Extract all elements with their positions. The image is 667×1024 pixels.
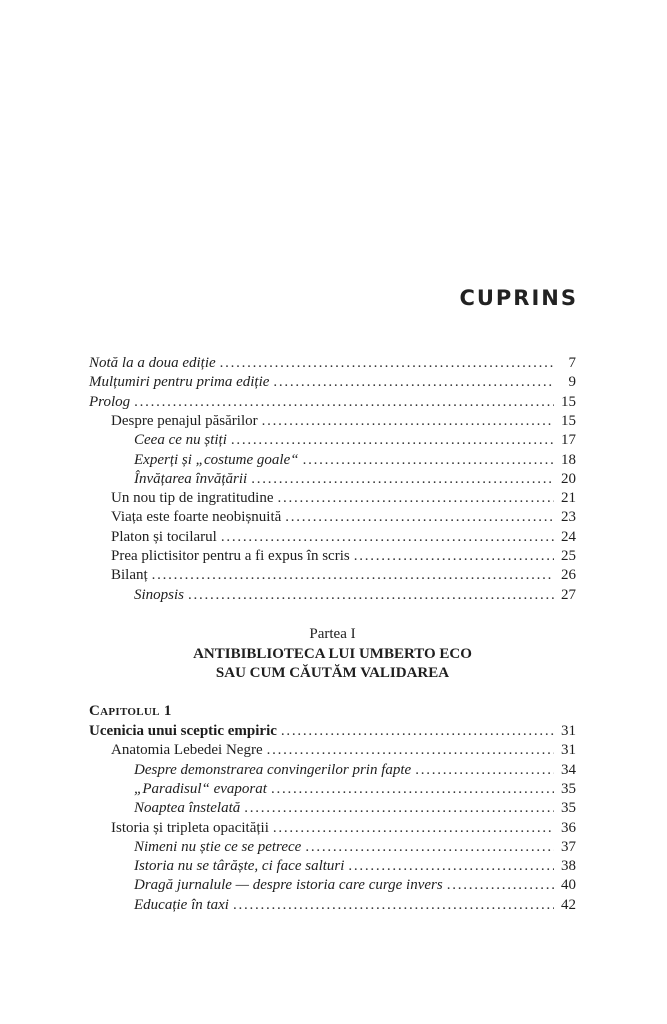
toc-entry[interactable]	[111, 528, 576, 547]
dot-leader	[152, 566, 554, 585]
part-title-line1: ANTIBIBLIOTECA LUI UMBERTO ECO	[193, 646, 472, 662]
chapter-label: Capitolul 1	[89, 703, 172, 719]
toc-entry-title: Ucenicia unui sceptic empiric	[89, 723, 277, 739]
toc-entry[interactable]	[134, 761, 576, 780]
dot-leader	[273, 373, 554, 392]
toc-entry[interactable]	[134, 451, 576, 470]
toc-entry-page: 17	[561, 432, 576, 449]
toc-entry-title: Experți și „costume goale“	[134, 451, 299, 468]
toc-entry-page: 34	[561, 761, 576, 778]
toc-entry-title: Prea plictisitor pentru a fi expus în scris	[111, 548, 350, 564]
toc-entry-title: Despre penajul păsărilor	[111, 412, 258, 429]
toc-entry-page: 36	[561, 819, 576, 836]
dot-leader	[251, 470, 554, 489]
dot-leader	[277, 489, 554, 508]
toc-entry-page: 24	[561, 528, 576, 545]
toc-entry[interactable]	[89, 373, 576, 392]
toc-entry[interactable]	[134, 780, 576, 799]
toc-entry-title: Platon și tocilarul	[111, 528, 217, 545]
toc-entry[interactable]	[134, 896, 576, 915]
toc-entry-page: 42	[561, 896, 576, 913]
toc-entry-page: 20	[561, 470, 576, 487]
toc-entry[interactable]	[134, 470, 576, 489]
toc-entry-title: Un nou tip de ingratitudine	[111, 490, 274, 507]
part-title-line2: SAU CUM CĂUTĂM VALIDAREA	[215, 665, 450, 681]
dot-leader	[221, 528, 554, 547]
dot-leader	[303, 451, 554, 470]
toc-entry[interactable]	[134, 431, 576, 450]
toc-entry-page: 35	[561, 780, 576, 797]
toc-entry-title: Educație în taxi	[134, 896, 229, 913]
toc-entry[interactable]	[111, 819, 576, 838]
toc-entry-page: 31	[561, 723, 576, 739]
toc-entry-page: 23	[561, 509, 576, 526]
toc-entry[interactable]	[134, 586, 576, 605]
dot-leader	[273, 819, 554, 838]
toc-entry[interactable]	[134, 799, 576, 818]
dot-leader	[305, 838, 554, 857]
toc-entry-title: „Paradisul“ evaporat	[134, 780, 267, 797]
toc-entry-page: 9	[568, 374, 576, 391]
toc-entry-page: 25	[561, 548, 576, 564]
toc-entry[interactable]	[111, 566, 576, 585]
dot-leader	[267, 741, 554, 760]
toc-entry-title: Bilanț	[111, 567, 148, 584]
toc-entry[interactable]	[89, 354, 576, 373]
toc-entry-title: Învățarea învățării	[134, 470, 248, 487]
dot-leader	[134, 393, 554, 412]
toc-entry-page: 35	[561, 800, 576, 817]
toc-entry-title: Notă la a doua ediție	[89, 355, 216, 371]
dot-leader	[285, 508, 554, 527]
toc-entry-title: Istoria nu se târăște, ci face salturi	[134, 858, 345, 875]
toc-entry-page: 27	[561, 586, 576, 603]
toc-entry-page: 40	[561, 877, 576, 894]
toc-entry-title: Nimeni nu știe ce se petrece	[134, 838, 302, 855]
toc-entry-title: Mulțumiri pentru prima ediție	[89, 374, 270, 391]
toc-entry[interactable]	[111, 508, 576, 527]
toc-entry[interactable]	[134, 838, 576, 857]
toc-entry-title: Prolog	[89, 393, 131, 410]
toc-entry-page: 37	[561, 838, 576, 855]
dot-leader	[281, 722, 554, 741]
dot-leader	[262, 412, 554, 431]
toc-entry-title: Istoria și tripleta opacității	[111, 819, 269, 836]
dot-leader	[348, 857, 554, 876]
toc-entry-title: Noaptea înstelată	[134, 800, 241, 817]
toc-entry-title: Anatomia Lebedei Negre	[111, 742, 263, 759]
toc-entry-title: Dragă jurnalule — despre istoria care curge invers	[134, 877, 443, 894]
toc-entry[interactable]	[89, 393, 576, 412]
dot-leader	[415, 761, 554, 780]
dot-leader	[271, 780, 554, 799]
toc-entry[interactable]	[134, 857, 576, 876]
toc-entry-page: 7	[568, 355, 576, 371]
dot-leader	[233, 896, 554, 915]
toc-entry-page: 15	[561, 412, 576, 429]
dot-leader	[188, 586, 554, 605]
dot-leader	[354, 547, 554, 566]
toc-entry-page: 26	[561, 567, 576, 584]
toc-entry[interactable]	[89, 722, 576, 741]
toc-entry[interactable]	[134, 876, 576, 895]
toc-entry-page: 21	[561, 490, 576, 507]
toc-entry-title: Sinopsis	[134, 586, 185, 603]
dot-leader	[244, 799, 554, 818]
toc-entry[interactable]	[111, 412, 576, 431]
part-label: Partea I	[309, 626, 356, 642]
toc-entry[interactable]	[111, 489, 576, 508]
dot-leader	[231, 431, 554, 450]
dot-leader	[220, 354, 554, 373]
dot-leader	[447, 876, 554, 895]
toc-entry[interactable]	[111, 547, 576, 566]
toc-entry-page: 38	[561, 858, 576, 875]
toc-entry-title: Ceea ce nu știți	[134, 432, 227, 449]
toc-entry[interactable]	[111, 741, 576, 760]
toc-entry-page: 15	[561, 393, 576, 410]
page-title: CUPRINS	[459, 286, 578, 310]
toc-entry-title: Despre demonstrarea convingerilor prin fapte	[134, 761, 412, 778]
toc-entry-page: 31	[561, 742, 576, 759]
toc-entry-title: Viața este foarte neobișnuită	[111, 509, 282, 526]
toc-entry-page: 18	[561, 451, 576, 468]
